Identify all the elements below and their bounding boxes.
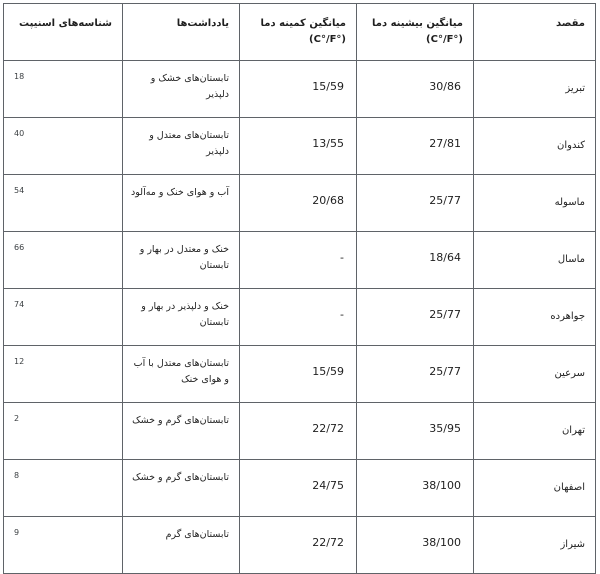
table-body [4, 61, 596, 574]
cell-notes: تابستان‌های گرم و خشک [123, 403, 240, 460]
cell-notes: خنک و معتدل در بهار و تابستان [123, 232, 240, 289]
cell-min-temp: 15/59 [240, 61, 357, 118]
cell-destination: تهران [474, 403, 596, 460]
climate-table-container [3, 3, 595, 566]
cell-min-temp: 15/59 [240, 346, 357, 403]
header-min-temp-label: میانگین کمینه دما [260, 18, 346, 29]
cell-source-id: 8 [4, 460, 123, 517]
cell-source-id: 40 [4, 118, 123, 175]
cell-min-temp: 13/55 [240, 118, 357, 175]
header-source-ids-label: شناسه‌های اسنیپت [19, 18, 112, 29]
cell-destination: اصفهان [474, 460, 596, 517]
cell-source-id: 66 [4, 232, 123, 289]
cell-destination: سرعین [474, 346, 596, 403]
cell-notes: تابستان‌های معتدل و دلپذیر [123, 118, 240, 175]
table-row [4, 118, 596, 175]
cell-min-temp: 24/75 [240, 460, 357, 517]
cell-max-temp: 25/77 [357, 346, 474, 403]
cell-notes: آب و هوای خنک و مه‌آلود [123, 175, 240, 232]
cell-max-temp: 38/100 [357, 517, 474, 574]
cell-source-id: 18 [4, 61, 123, 118]
cell-destination: ماسال [474, 232, 596, 289]
header-destination [474, 4, 596, 61]
cell-notes: تابستان‌های گرم و خشک [123, 460, 240, 517]
header-notes [123, 4, 240, 61]
cell-max-temp: 25/77 [357, 289, 474, 346]
header-min-temp-unit: (C°/F°) [309, 34, 346, 45]
cell-destination: شیراز [474, 517, 596, 574]
table-row [4, 460, 596, 517]
cell-notes: تابستان‌های خشک و دلپذیر [123, 61, 240, 118]
header-notes-label: یادداشت‌ها [176, 18, 229, 29]
table-row [4, 175, 596, 232]
table-row [4, 61, 596, 118]
cell-max-temp: 25/77 [357, 175, 474, 232]
cell-min-temp: 22/72 [240, 517, 357, 574]
cell-max-temp: 38/100 [357, 460, 474, 517]
header-min-temp [240, 4, 357, 61]
cell-min-temp: - [240, 289, 357, 346]
cell-notes: تابستان‌های معتدل با آب و هوای خنک [123, 346, 240, 403]
table-row [4, 232, 596, 289]
cell-max-temp: 18/64 [357, 232, 474, 289]
header-max-temp-label: میانگین بیشینه دما [372, 18, 463, 29]
cell-source-id: 9 [4, 517, 123, 574]
cell-min-temp: 22/72 [240, 403, 357, 460]
cell-notes: خنک و دلپذیر در بهار و تابستان [123, 289, 240, 346]
header-destination-label: مقصد [555, 18, 585, 29]
cell-max-temp: 27/81 [357, 118, 474, 175]
cell-source-id: 2 [4, 403, 123, 460]
cell-max-temp: 35/95 [357, 403, 474, 460]
table-row [4, 346, 596, 403]
cell-min-temp: 20/68 [240, 175, 357, 232]
table-row [4, 289, 596, 346]
cell-destination: کندوان [474, 118, 596, 175]
header-row [4, 4, 596, 61]
cell-notes: تابستان‌های گرم [123, 517, 240, 574]
table-row [4, 517, 596, 574]
cell-destination: تبریز [474, 61, 596, 118]
header-source-ids [4, 4, 123, 61]
table-header [4, 4, 596, 61]
cell-source-id: 74 [4, 289, 123, 346]
cell-source-id: 12 [4, 346, 123, 403]
header-max-temp [357, 4, 474, 61]
header-max-temp-unit: (C°/F°) [426, 34, 463, 45]
cell-max-temp: 30/86 [357, 61, 474, 118]
cell-destination: جواهرده [474, 289, 596, 346]
table-row [4, 403, 596, 460]
cell-source-id: 54 [4, 175, 123, 232]
cell-min-temp: - [240, 232, 357, 289]
climate-table [3, 3, 596, 574]
cell-destination: ماسوله [474, 175, 596, 232]
